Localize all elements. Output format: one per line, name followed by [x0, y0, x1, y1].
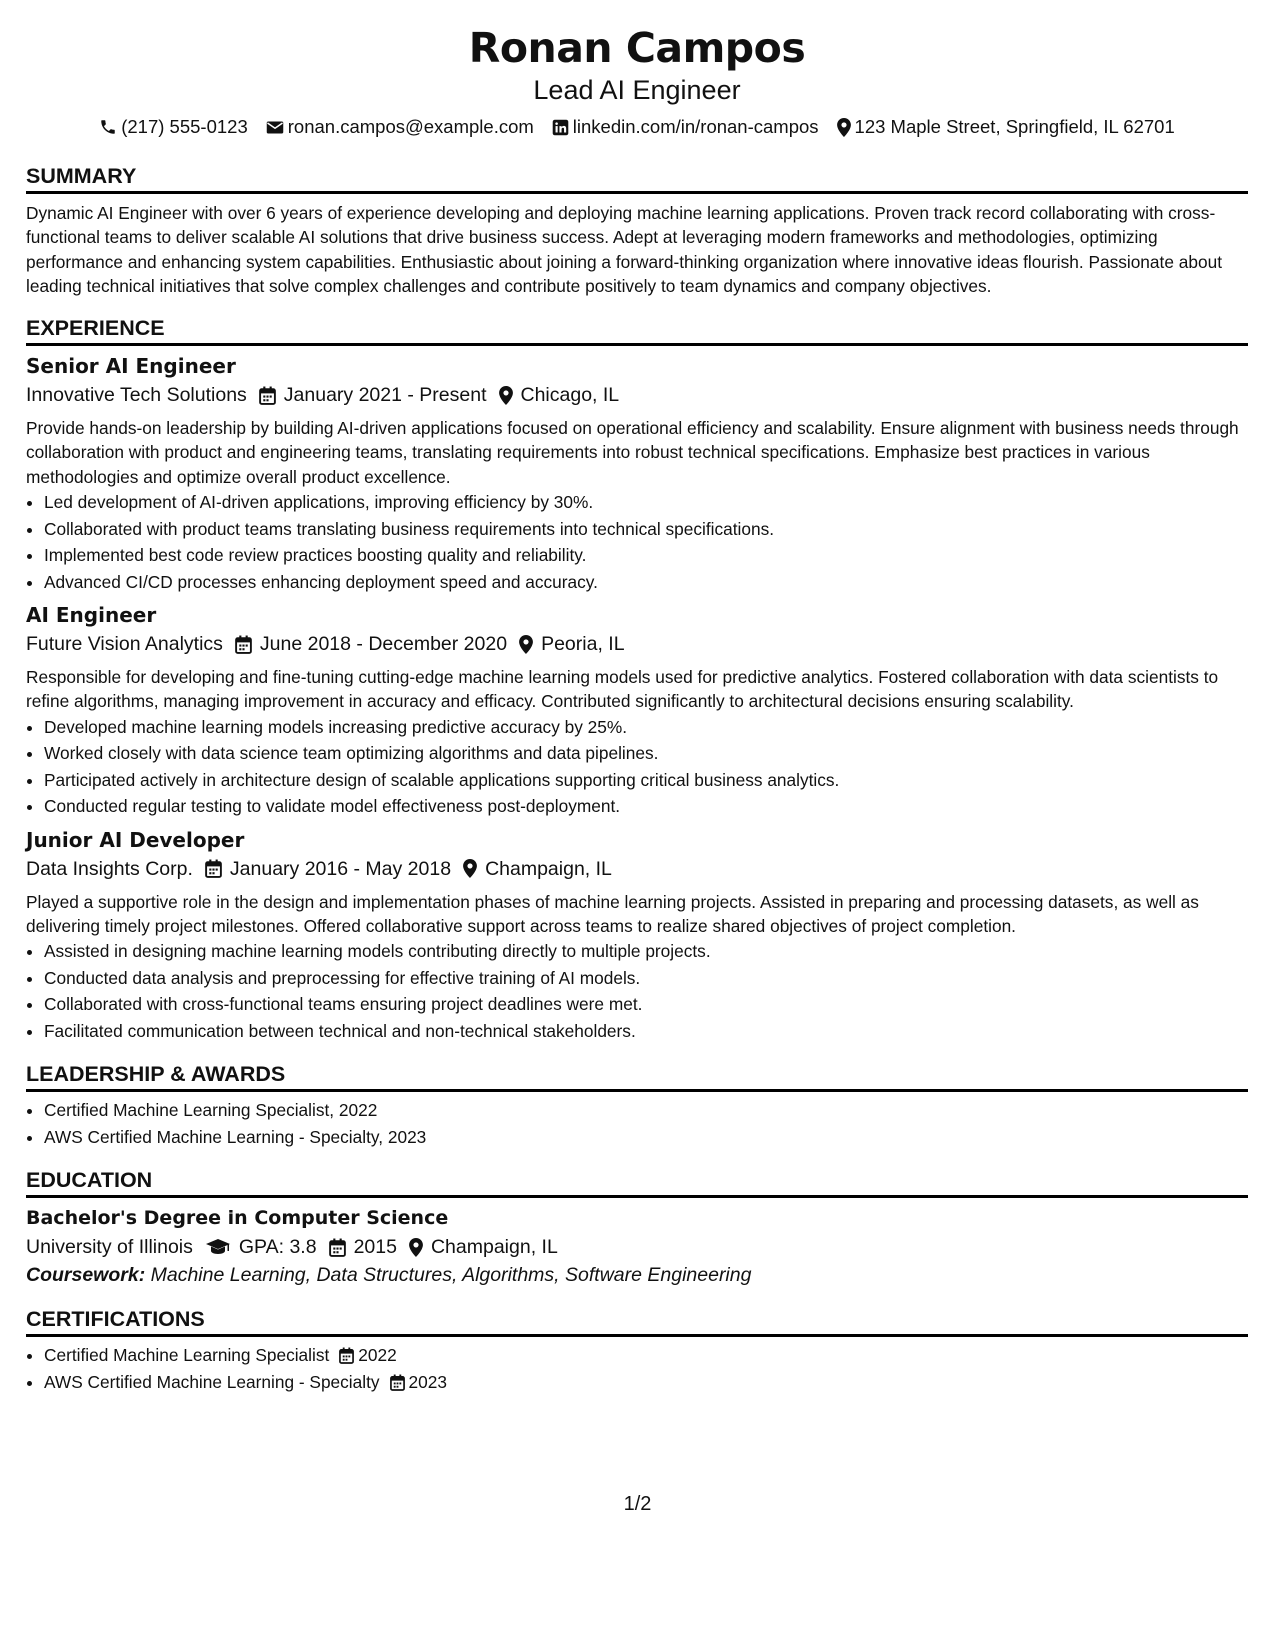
job-meta: [26, 630, 1248, 658]
contact-bar: [26, 114, 1248, 140]
calendar-icon: [390, 1374, 405, 1391]
candidate-name: Ronan Campos: [468, 24, 806, 72]
certifications-heading: CERTIFICATIONS: [26, 1305, 1248, 1337]
summary-section: [26, 162, 1248, 298]
job-bullet: • Collaborated with product teams translating business requirements into technical specifications.: [44, 516, 1248, 543]
contact-phone-text: (217) 555-0123: [121, 116, 248, 137]
job-meta: [26, 381, 1248, 409]
job-dates: [259, 381, 487, 409]
certification-date: [390, 1369, 447, 1396]
calendar-icon: [329, 1238, 346, 1257]
certifications-list: [26, 1342, 1248, 1395]
coursework: [26, 1261, 1248, 1289]
location-pin-icon: [463, 859, 477, 878]
contact-address: [837, 114, 1175, 140]
certification-year: 2022: [358, 1345, 397, 1366]
job-location-text: Champaign, IL: [485, 857, 612, 880]
contact-address-text: 123 Maple Street, Springfield, IL 62701: [854, 116, 1175, 137]
calendar-icon: [339, 1347, 354, 1364]
resume-page: [26, 0, 1248, 1395]
calendar-icon: [259, 386, 276, 405]
certification-name: • Certified Machine Learning Specialist: [44, 1345, 330, 1366]
certification-item: [44, 1342, 1248, 1369]
job-bullet: • Assisted in designing machine learning models contributing directly to multiple projects.: [44, 938, 1248, 965]
certification-name: • AWS Certified Machine Learning - Specialty: [44, 1371, 380, 1392]
job-bullet: • Worked closely with data science team optimizing algorithms and data pipelines.: [44, 740, 1248, 767]
leadership-item: • AWS Certified Machine Learning - Specialty, 2023: [44, 1124, 1248, 1151]
job-bullets: [26, 938, 1248, 1044]
location-pin-icon: [409, 1238, 423, 1257]
degree-title: Bachelor's Degree in Computer Science: [26, 1207, 449, 1230]
leadership-list: [26, 1097, 1248, 1150]
job-dates-text: January 2021 - Present: [283, 384, 487, 407]
job-bullet: • Implemented best code review practices boosting quality and reliability.: [44, 542, 1248, 569]
education-location: [409, 1233, 558, 1261]
job-location: [463, 855, 612, 883]
certification-date: [339, 1342, 396, 1369]
location-pin-icon: [499, 386, 513, 405]
job-bullet: • Led development of AI-driven applications, improving efficiency by 30%.: [44, 489, 1248, 516]
candidate-role: Lead AI Engineer: [533, 75, 741, 105]
job-company: Future Vision Analytics: [26, 633, 223, 656]
education-year-text: 2015: [353, 1236, 397, 1259]
contact-phone: [99, 114, 248, 140]
education-location-text: Champaign, IL: [430, 1236, 558, 1259]
contact-linkedin-text[interactable]: linkedin.com/in/ronan-campos: [572, 116, 819, 137]
education-meta: [26, 1233, 1248, 1261]
education-section: [26, 1166, 1248, 1289]
job-bullets: [26, 714, 1248, 820]
certification-item: [44, 1369, 1248, 1396]
job-bullet: • Collaborated with cross-functional teams ensuring project deadlines were met.: [44, 991, 1248, 1018]
job-company: Innovative Tech Solutions: [26, 384, 247, 407]
envelope-icon: [266, 120, 284, 135]
school-name: University of Illinois: [26, 1236, 193, 1259]
job-location-text: Chicago, IL: [520, 384, 620, 407]
job-bullet: • Advanced CI/CD processes enhancing deployment speed and accuracy.: [44, 569, 1248, 596]
location-pin-icon: [837, 118, 851, 137]
coursework-text: Machine Learning, Data Structures, Algorithms, Software Engineering: [150, 1264, 752, 1287]
job-title: Senior AI Engineer: [26, 354, 236, 379]
job-meta: [26, 855, 1248, 883]
job-bullet: • Conducted data analysis and preprocessing for effective training of AI models.: [44, 965, 1248, 992]
summary-text: Dynamic AI Engineer with over 6 years of experience developing and deploying machine learning applications. Proven track record collaborating with cross-functional teams to deliver scalable AI solutions that drive business success. Adept at leveraging modern frameworks and methodologies, optimizing performance and enhancing system capabilities. Enthusiastic about joining a forward-thinking organization where innovative ideas flourish. Passionate about leading technical initiatives that solve complex challenges and contribute positively to team dynamics and company objectives.: [26, 203, 1222, 296]
contact-email[interactable]: [266, 114, 534, 140]
page-number: 1/2: [623, 1493, 652, 1515]
education-year: [329, 1233, 397, 1261]
job-location: [499, 381, 620, 409]
job-description: Played a supportive role in the design and implementation phases of machine learning projects. Assisted in preparing and processing datasets, as well as delivering timely project milestones. Offered collaborative support across teams to realize shared objectives of project completion.: [26, 891, 1199, 936]
job-dates: [235, 630, 507, 658]
experience-heading: EXPERIENCE: [26, 314, 1248, 346]
job-location: [519, 630, 624, 658]
leadership-heading: LEADERSHIP & AWARDS: [26, 1060, 1248, 1092]
leadership-section: [26, 1060, 1248, 1150]
job-entry: [26, 601, 1248, 820]
job-entry: [26, 352, 1248, 595]
job-title: AI Engineer: [26, 603, 157, 628]
job-company: Data Insights Corp.: [26, 857, 193, 880]
location-pin-icon: [519, 635, 533, 654]
coursework-label: Coursework:: [26, 1264, 146, 1287]
phone-icon: [99, 118, 117, 136]
job-dates: [205, 855, 451, 883]
linkedin-icon: [552, 119, 569, 136]
gpa-text: GPA: 3.8: [238, 1236, 317, 1259]
education-heading: EDUCATION: [26, 1166, 1248, 1198]
job-bullet: • Facilitated communication between technical and non-technical stakeholders.: [44, 1018, 1248, 1045]
job-bullet: • Participated actively in architecture design of scalable applications supporting critical business analytics.: [44, 767, 1248, 794]
job-description: Provide hands-on leadership by building AI-driven applications focused on operational efficiency and scalability. Ensure alignment with business needs through collaboration with product and engineering teams, translating requirements into robust technical specifications. Emphasize best practices in various methodologies and optimize overall product excellence.: [26, 418, 1239, 487]
summary-heading: SUMMARY: [26, 162, 1248, 194]
job-title: Junior AI Developer: [26, 827, 245, 852]
education-gpa: [205, 1233, 317, 1261]
leadership-item: • Certified Machine Learning Specialist, 2022: [44, 1097, 1248, 1124]
job-dates-text: January 2016 - May 2018: [229, 857, 452, 880]
job-bullet: • Developed machine learning models increasing predictive accuracy by 25%.: [44, 714, 1248, 741]
certifications-section: [26, 1305, 1248, 1395]
calendar-icon: [235, 635, 252, 654]
job-entry: [26, 826, 1248, 1045]
job-dates-text: June 2018 - December 2020: [259, 633, 508, 656]
job-bullets: [26, 489, 1248, 595]
experience-section: [26, 314, 1248, 1044]
resume-header: [26, 0, 1248, 140]
contact-linkedin[interactable]: [552, 114, 819, 140]
graduation-cap-icon: [205, 1238, 231, 1256]
certification-year: 2023: [408, 1371, 447, 1392]
contact-email-text[interactable]: ronan.campos@example.com: [287, 116, 534, 137]
calendar-icon: [205, 859, 222, 878]
job-bullet: • Conducted regular testing to validate model effectiveness post-deployment.: [44, 793, 1248, 820]
job-location-text: Peoria, IL: [541, 633, 625, 656]
job-description: Responsible for developing and fine-tuning cutting-edge machine learning models used for predictive analytics. Fostered collaboration with data scientists to refine algorithms, managing improvement in accuracy and efficacy. Contributed significantly to architectural decisions ensuring scalability.: [26, 667, 1219, 712]
